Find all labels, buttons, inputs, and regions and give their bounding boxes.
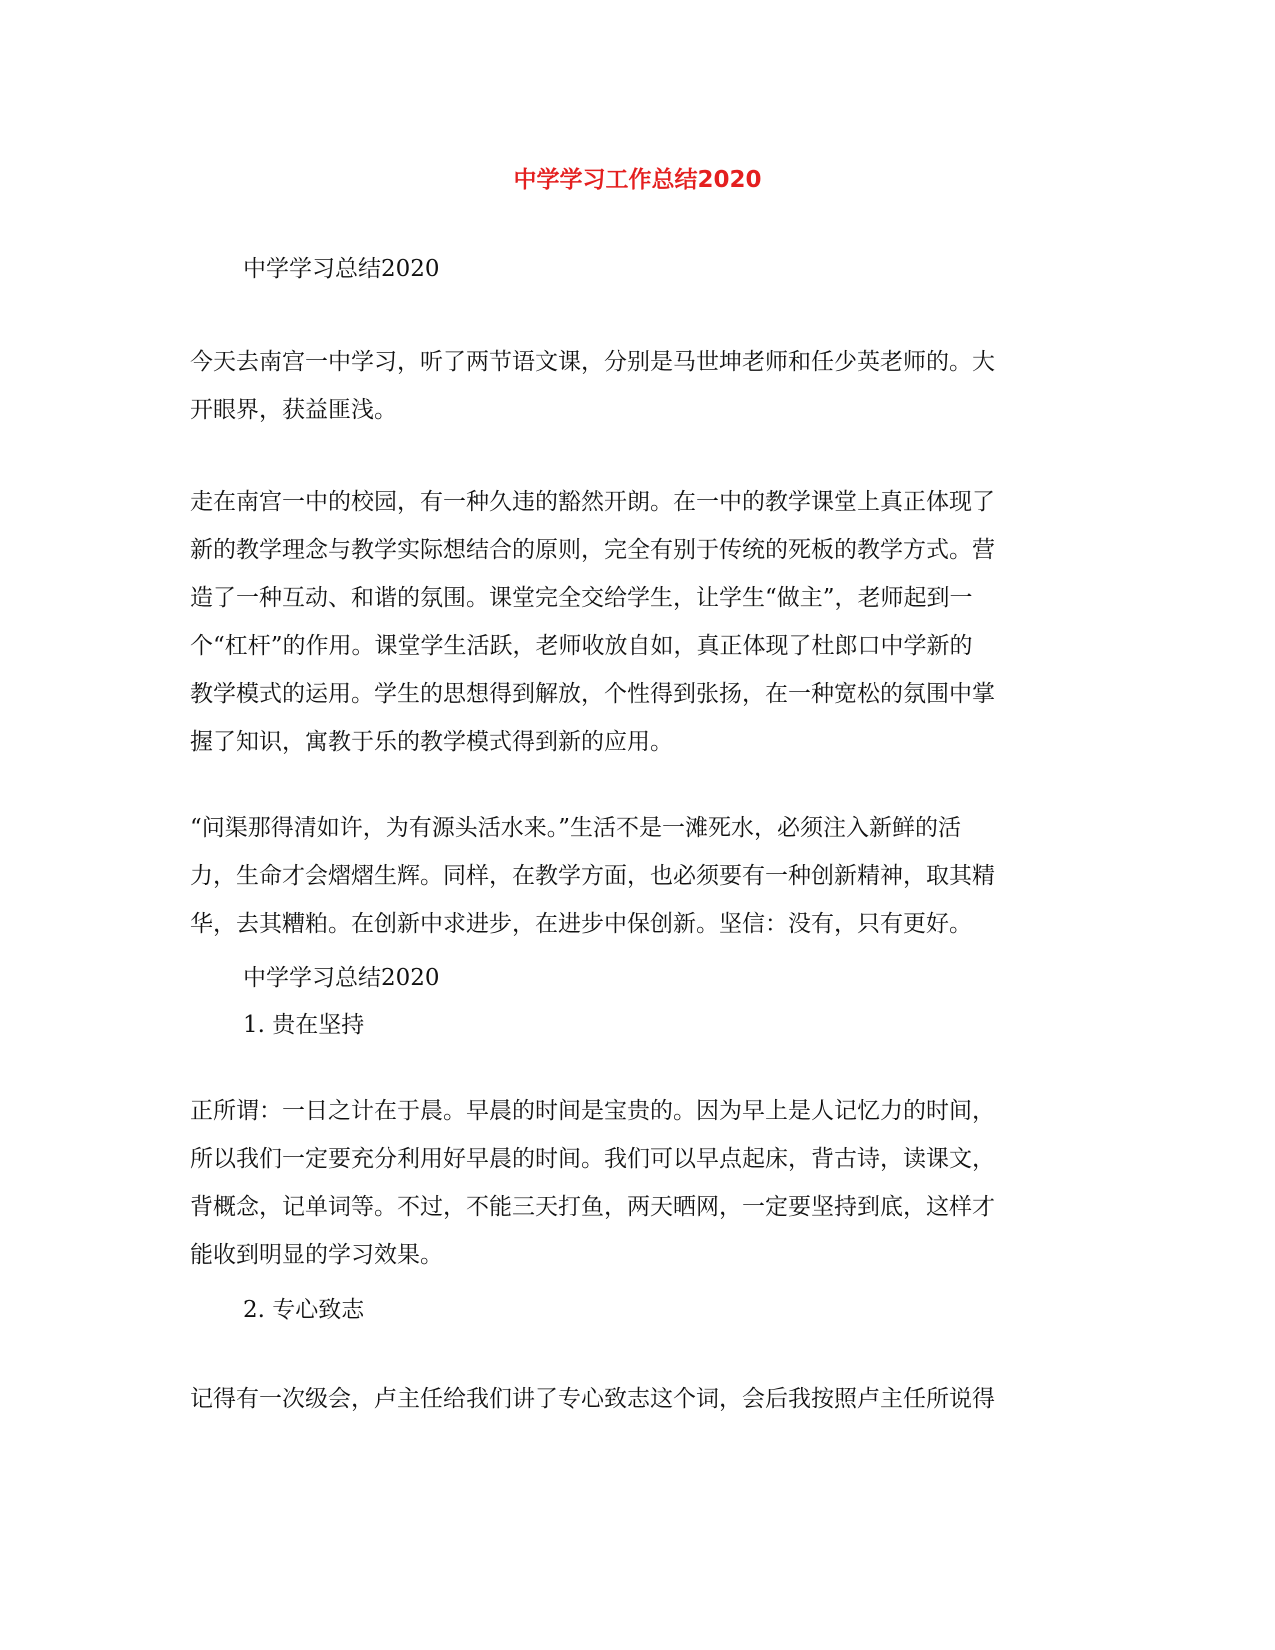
- paragraph-line: 今天去南宫一中学习，听了两节语文课，分别是马世坤老师和任少英老师的。大: [190, 349, 995, 375]
- paragraph-line: 正所谓：一日之计在于晨。早晨的时间是宝贵的。因为早上是人记忆力的时间，: [190, 1098, 995, 1124]
- paragraph-line: 记得有一次级会，卢主任给我们讲了专心致志这个词，会后我按照卢主任所说得: [190, 1386, 995, 1412]
- list-item-heading: 1. 贵在坚持: [243, 1012, 365, 1038]
- paragraph-line: 所以我们一定要充分利用好早晨的时间。我们可以早点起床，背古诗，读课文，: [190, 1146, 995, 1172]
- list-item-heading: 2. 专心致志: [243, 1297, 365, 1323]
- paragraph-line: 个“杠杆”的作用。课堂学生活跃，老师收放自如，真正体现了杜郎口中学新的: [190, 633, 973, 659]
- paragraph-line: 走在南宫一中的校园，有一种久违的豁然开朗。在一中的教学课堂上真正体现了: [190, 489, 995, 515]
- paragraph-line: 背概念，记单词等。不过，不能三天打鱼，两天晒网，一定要坚持到底，这样才: [190, 1194, 995, 1220]
- document-title: 中学学习工作总结2020: [513, 167, 762, 193]
- paragraph-line: 开眼界，获益匪浅。: [190, 397, 397, 423]
- paragraph-line: 握了知识，寓教于乐的教学模式得到新的应用。: [190, 729, 673, 755]
- paragraph-line: 华，去其糟粕。在创新中求进步，在进步中保创新。坚信：没有，只有更好。: [190, 911, 972, 937]
- paragraph-focus: [190, 1375, 1080, 1423]
- paragraph-visit: [190, 338, 1080, 434]
- paragraph-campus: [190, 478, 1080, 766]
- paragraph-line: 力，生命才会熠熠生辉。同样，在教学方面，也必须要有一种创新精神，取其精: [190, 863, 995, 889]
- paragraph-line: 造了一种互动、和谐的氛围。课堂完全交给学生，让学生“做主”，老师起到一: [190, 585, 973, 611]
- section-heading: 中学学习总结2020: [243, 256, 440, 282]
- paragraph-persistence: [190, 1087, 1080, 1279]
- paragraph-line: 新的教学理念与教学实际想结合的原则，完全有别于传统的死板的教学方式。营: [190, 537, 995, 563]
- paragraph-line: 教学模式的运用。学生的思想得到解放，个性得到张扬，在一种宽松的氛围中掌: [190, 681, 995, 707]
- paragraph-line: 能收到明显的学习效果。: [190, 1242, 443, 1268]
- section-heading: 中学学习总结2020: [243, 965, 440, 991]
- paragraph-innovation: [190, 804, 1080, 948]
- paragraph-line: “问渠那得清如许，为有源头活水来。”生活不是一滩死水，必须注入新鲜的活: [190, 815, 962, 841]
